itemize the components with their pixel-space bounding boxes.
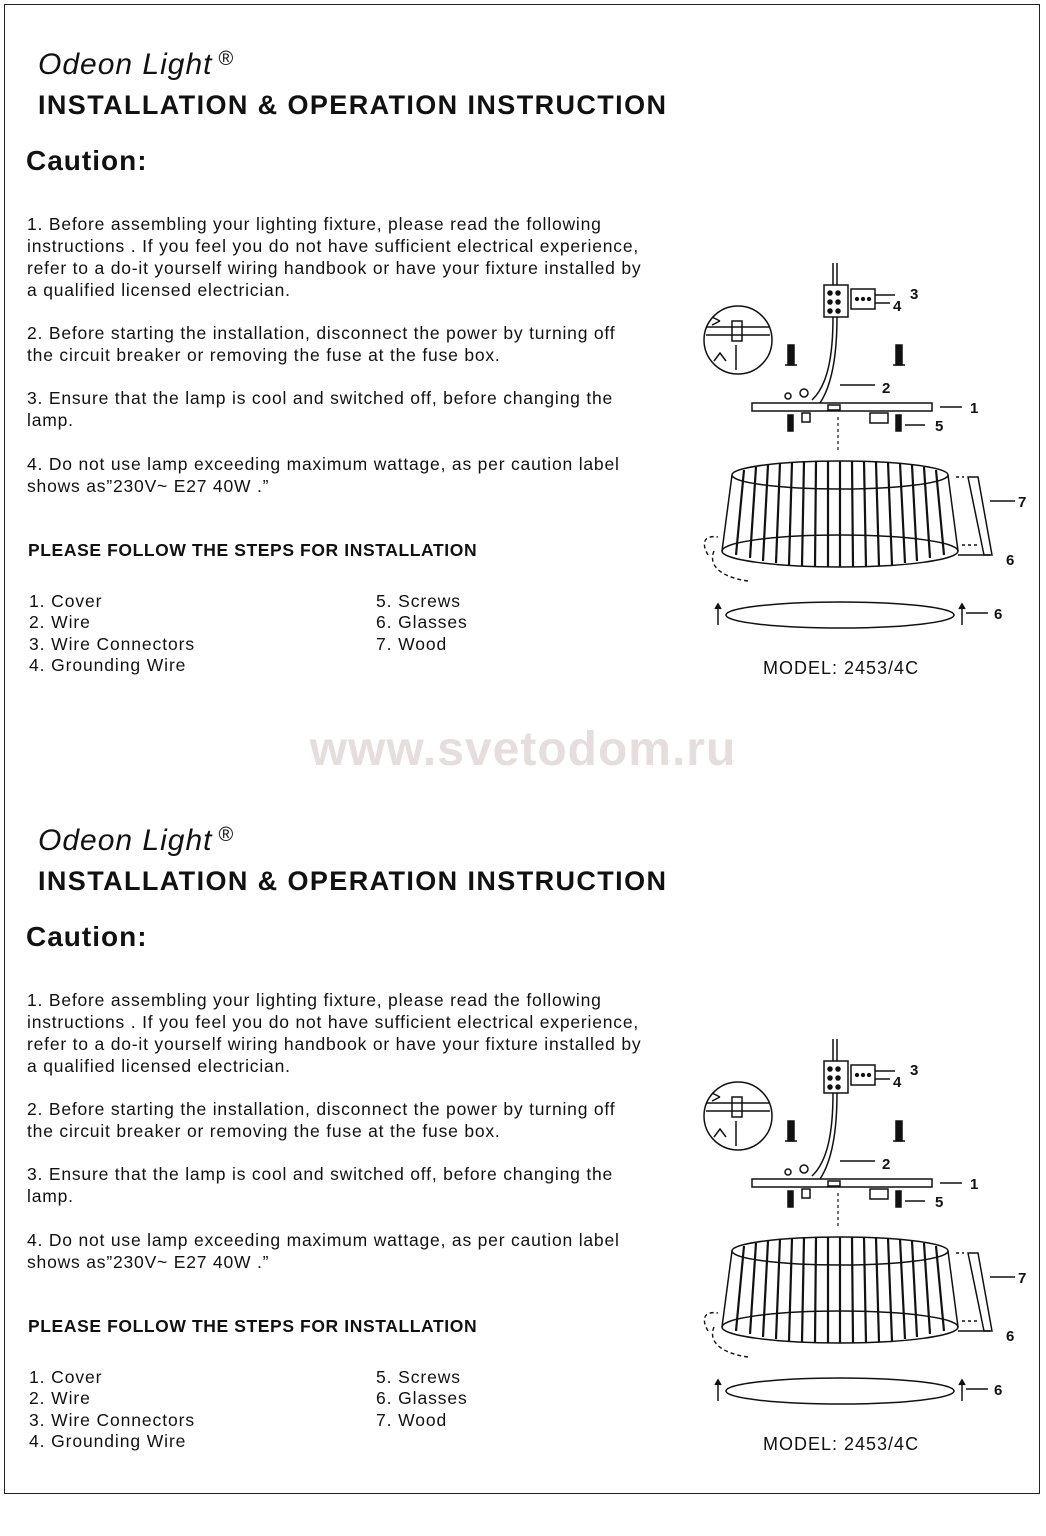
wood-slat — [956, 477, 1015, 555]
caution-paragraph-2: 2. Before starting the installation, disconnect the power by turning off the circuit breaker or removing the fuse at the fuse box. — [27, 1099, 616, 1141]
part-item: 7. Wood — [376, 1409, 448, 1430]
label-7: 7 — [1018, 494, 1027, 511]
caution-paragraph-3: 3. Ensure that the lamp is cool and switched off, before changing the lamp. — [27, 388, 614, 430]
wire — [812, 1093, 875, 1179]
parts-list-col1 — [29, 591, 195, 676]
ceiling-box — [824, 263, 895, 317]
parts-list-col1 — [29, 1367, 195, 1452]
caution-paragraph-3: 3. Ensure that the lamp is cool and switched off, before changing the lamp. — [27, 1164, 614, 1206]
part-item: 7. Wood — [376, 633, 448, 654]
document-title: INSTALLATION & OPERATION INSTRUCTION — [38, 90, 668, 120]
label-5: 5 — [935, 418, 944, 435]
lower-screws — [788, 1189, 925, 1207]
label-3: 3 — [910, 286, 919, 303]
label-1: 1 — [970, 400, 979, 417]
caution-heading: Caution: — [26, 921, 148, 952]
label-2: 2 — [882, 1156, 891, 1173]
label-4: 4 — [893, 298, 902, 315]
part-item: 6. Glasses — [376, 612, 468, 633]
ceiling-box — [824, 1039, 895, 1093]
part-item: 6. Glasses — [376, 1388, 468, 1409]
label-3: 3 — [910, 1062, 919, 1079]
rotation-arrow — [704, 1313, 748, 1357]
steps-heading: PLEASE FOLLOW THE STEPS FOR INSTALLATION — [28, 540, 478, 560]
caution-paragraph-1: 1. Before assembling your lighting fixture, please read the following instructions . If you feel you do not have sufficient electrical experience, refer to a do-it yourself wiring handbook or have your fixture installed by a qualified licensed electrician. — [27, 990, 642, 1076]
detail-callout — [704, 1082, 772, 1150]
part-item: 1. Cover — [29, 591, 103, 611]
part-item: 5. Screws — [376, 591, 461, 611]
steps-heading: PLEASE FOLLOW THE STEPS FOR INSTALLATION — [28, 1316, 478, 1336]
label-5: 5 — [935, 1194, 944, 1211]
part-item: 5. Screws — [376, 1367, 461, 1387]
label-7: 7 — [1018, 1270, 1027, 1287]
document-title: INSTALLATION & OPERATION INSTRUCTION — [38, 866, 668, 896]
wood-slat — [956, 1253, 1015, 1331]
part-item: 4. Grounding Wire — [29, 654, 187, 675]
part-item: 1. Cover — [29, 1367, 103, 1387]
model-number: MODEL: 2453/4C — [763, 1434, 920, 1454]
part-item: 3. Wire Connectors — [29, 633, 195, 654]
detail-callout — [704, 306, 772, 374]
lamp-shade — [722, 461, 958, 567]
parts-list-col2 — [376, 591, 468, 655]
caution-paragraph-1: 1. Before assembling your lighting fixture, please read the following instructions . If you feel you do not have sufficient electrical experience, refer to a do-it yourself wiring handbook or have your fixture installed by a qualified licensed electrician. — [27, 214, 642, 300]
watermark: www.svetodom.ru — [309, 723, 737, 776]
mounting-screws — [785, 1121, 905, 1141]
wire — [812, 317, 875, 403]
instruction-section-1 — [0, 0, 1046, 760]
model-number: MODEL: 2453/4C — [763, 658, 920, 678]
part-item: 3. Wire Connectors — [29, 1409, 195, 1430]
label-6a: 6 — [1006, 1328, 1015, 1345]
label-6a: 6 — [1006, 552, 1015, 569]
caution-paragraph-4: 4. Do not use lamp exceeding maximum wattage, as per caution label shows as”230V~ E27 40W .” — [27, 1230, 620, 1272]
assembly-diagram — [700, 255, 1040, 645]
lower-screws — [788, 413, 925, 431]
assembly-diagram — [700, 1031, 1040, 1421]
brand-logo: Odeon Light ® — [38, 824, 235, 857]
part-item: 2. Wire — [29, 1388, 91, 1409]
caution-paragraph-4: 4. Do not use lamp exceeding maximum wattage, as per caution label shows as”230V~ E27 40W .” — [27, 454, 620, 496]
diagram-labels — [882, 286, 1026, 623]
cover-plate — [752, 1165, 962, 1187]
instruction-section-2 — [0, 776, 1046, 1536]
part-item: 2. Wire — [29, 612, 91, 633]
caution-paragraph-2: 2. Before starting the installation, disconnect the power by turning off the circuit breaker or removing the fuse at the fuse box. — [27, 323, 616, 365]
mounting-screws — [785, 345, 905, 365]
diagram-labels — [882, 1062, 1026, 1399]
label-6b: 6 — [994, 1382, 1003, 1399]
caution-heading: Caution: — [26, 145, 148, 176]
label-2: 2 — [882, 380, 891, 397]
parts-list-col2 — [376, 1367, 468, 1431]
cover-plate — [752, 389, 962, 411]
brand-logo: Odeon Light ® — [38, 48, 235, 81]
label-6b: 6 — [994, 606, 1003, 623]
label-1: 1 — [970, 1176, 979, 1193]
label-4: 4 — [893, 1074, 902, 1091]
rotation-arrow — [704, 537, 748, 581]
part-item: 4. Grounding Wire — [29, 1430, 187, 1451]
lamp-shade — [722, 1237, 958, 1343]
